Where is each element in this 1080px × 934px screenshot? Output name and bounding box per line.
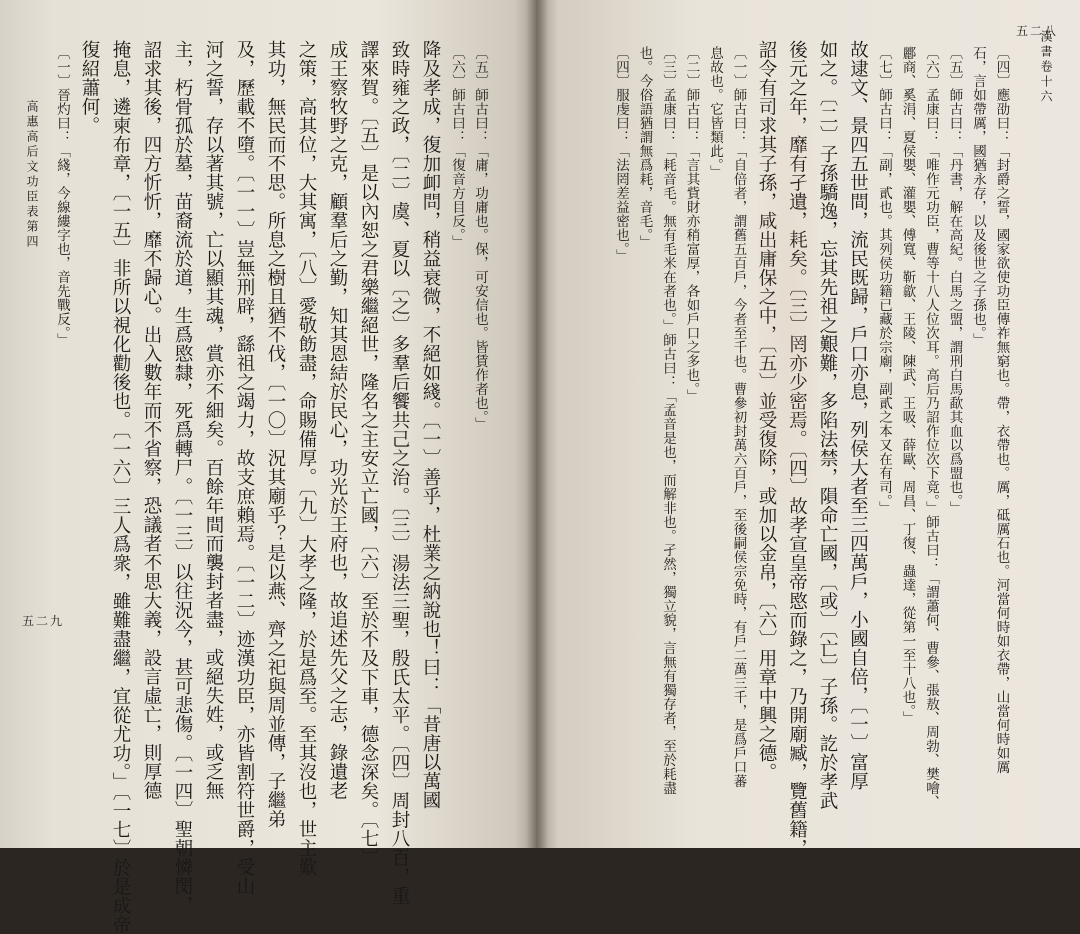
annotation-column: 〔六〕師古曰：「復音方目反。」 bbox=[449, 46, 465, 250]
right-page bbox=[536, 0, 1080, 858]
annotation-column: 也。今俗語猶謂無爲耗，音毛。」 bbox=[636, 46, 653, 250]
right-page-number: 五二八 bbox=[1016, 24, 1059, 38]
main-text-column: 河之誓，存以著其號，亡以顯其魂，賞亦不細矣。百餘年間而襲封者盡，或絕失姓，或乏無 bbox=[203, 40, 224, 800]
main-text-column: 掩息，遴柬布章，〔一五〕非所以視化勸後也。〔一六〕三人爲衆，雖難盡繼，宜從尤功。」〔一七〕於是成帝 bbox=[110, 40, 131, 934]
annotation-column: 〔五〕師古曰：「庸，功庸也。保，可安信也。皆賃作者也。」 bbox=[472, 46, 488, 432]
main-text-column: 如之。〔二〕子孫驕逸，忘其先祖之艱難，多陷法禁，隕命亡國，〔或〕〔亡〕子孫。訖於孝武 bbox=[817, 40, 838, 811]
main-text-column: 致時雍之政，〔二〕虞、夏以〔之〕多羣后饗共己之治。〔三〕湯法三聖，殷氏太平。〔四〕周封八百，重 bbox=[389, 40, 410, 906]
annotation-column: 〔二〕師古曰：「言其貲財亦稍富厚，各如戶口之多也。」 bbox=[683, 46, 700, 404]
main-text-column: 故逮文、景四五世間，流民既歸，戶口亦息，列侯大者至三四萬戶，小國自倍，〔一〕富厚 bbox=[847, 40, 869, 791]
right-page-header: 漢書卷十六 bbox=[1039, 30, 1053, 105]
annotation-column: 酈商、奚涓、夏侯嬰、灌嬰、傅寬、靳歙、王陵、陳武、王吸、薛歐、周昌、丁復、蟲達，從第一至十八也。」 bbox=[899, 46, 916, 726]
annotation-column: 〔六〕孟康曰：「唯作元功臣，曹等十八人位次耳。高后乃詔作位次下竟。」師古曰：「謂蕭何、曹參、張敖、周勃、樊噲、 bbox=[923, 46, 939, 810]
book-gutter bbox=[526, 0, 548, 848]
annotation-column: 〔一〕師古曰：「自倍者，謂舊五百戶，今者至千也。曹參初封萬六百戶，至後嗣侯宗免時，有戶二萬三千，是爲戶口蕃 bbox=[730, 46, 747, 788]
main-text-column: 之策，高其位，大其寓，〔八〕愛敬飭盡，命賜備厚。〔九〕大孝之隆，於是爲至。至其沒也，世主歎 bbox=[296, 40, 317, 877]
annotation-column: 石，言如帶厲，國猶永存，以及後世之子孫也。」 bbox=[970, 46, 986, 348]
annotation-column: 〔三〕孟康曰：「耗音毛。無有毛米在者也。」師古曰：「孟音是也，而解非也。孑然，獨立貌，言無有獨存者，至於耗盡 bbox=[660, 46, 676, 796]
main-text-column: 詔令有司求其子孫，咸出庸保之中，〔五〕並受復除，或加以金帛，〔六〕用章中興之德。 bbox=[756, 40, 777, 782]
annotation-column: 〔四〕應劭曰：「封爵之誓，國家欲使功臣傳祚無窮也。帶，衣帶也。厲，砥厲石也。河當何時如衣帶，山當何時如厲 bbox=[993, 46, 1010, 774]
main-text-column: 其功，無民而不思。所息之樹且猶不伐，〔一〇〕況其廟乎？是以燕、齊之祀與周並傳，子繼弟 bbox=[265, 40, 286, 829]
main-text-column: 主，朽骨孤於墓，苗裔流於道，生爲愍隸，死爲轉尸。〔一三〕以往況今，甚可悲傷。〔一四〕聖朝憐閔， bbox=[172, 40, 193, 915]
main-text-column: 及，歷載不墮。〔一一〕豈無刑辟，繇祖之竭力，故支庶賴焉。〔一二〕迹漢功臣，亦皆割符世爵，受山 bbox=[234, 40, 255, 896]
main-text-column: 降及孝成，復加卹問，稍益衰微，不絕如綫。〔一〕善乎，杜業之納說也！曰：「昔唐以萬國 bbox=[420, 40, 441, 810]
annotation-column: 〔四〕服虔曰：「法罔差益密也。」 bbox=[613, 46, 629, 264]
annotation-column: 〔七〕師古曰：「副，貳也。其列侯功籍已藏於宗廟，副貳之本又在有司。」 bbox=[876, 46, 892, 516]
main-text-column: 譯來賀。〔五〕是以內恕之君樂繼絕世，隆名之主安立亡國，〔六〕至於不及下車，德念深矣。〔七〕 bbox=[358, 40, 379, 868]
main-text-column: 詔求其後，四方忻忻，靡不歸心。出入數年而不省察，恐議者不思大義，設言虛亡，則厚德 bbox=[141, 40, 162, 800]
main-text-column: 成王察牧野之克，顧羣后之勤，知其恩結於民心，功光於王府也，故追述先父之志，錄遺老 bbox=[327, 40, 348, 800]
left-page-number: 五二九 bbox=[22, 614, 65, 628]
annotation-column: 息故也。它皆類此。」 bbox=[707, 46, 723, 180]
left-page bbox=[0, 0, 536, 934]
annotation-column: 〔一〕晉灼曰：「綫，今線縷字也，音先戰反。」 bbox=[54, 46, 70, 348]
main-text-column: 後元之年，靡有孑遺，耗矣。〔三〕罔亦少密焉。〔四〕故孝宣皇帝愍而錄之，乃開廟臧，覽舊籍， bbox=[786, 40, 808, 858]
annotation-column: 〔五〕師古曰：「丹書，解在高紀。白馬之盟，謂刑白馬歃其血以爲盟也。」 bbox=[946, 46, 963, 516]
main-text-column: 復紹蕭何。 bbox=[79, 40, 100, 135]
left-page-footer: 高惠高后文功臣表第四 bbox=[25, 100, 39, 250]
faint-stamp-shadow bbox=[758, 100, 818, 530]
